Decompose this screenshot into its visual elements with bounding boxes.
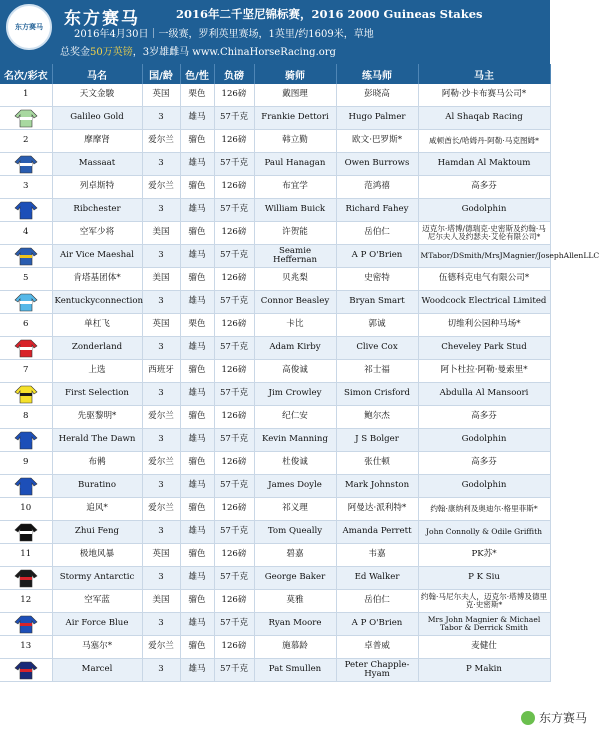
- horse-color: 骝色: [180, 176, 214, 199]
- trainer-en: Clive Cox: [336, 337, 418, 360]
- trainer-cn: 岳伯仁: [336, 222, 418, 245]
- table-row: [0, 130, 550, 153]
- silk-cell: [0, 107, 52, 130]
- runner-number: 8: [0, 406, 52, 429]
- horse-sex: 雄马: [180, 245, 214, 268]
- runners-table: [0, 64, 599, 682]
- owner-en: Mrs John Magnier & Michael Tabor & Derrick Smith: [418, 613, 550, 636]
- horse-name-cn: 布鸺: [52, 452, 142, 475]
- horse-country: 英国: [142, 544, 180, 567]
- weight-lb: 126磅: [214, 176, 254, 199]
- table-row: [0, 383, 550, 406]
- jockey-cn: 莫雅: [254, 590, 336, 613]
- horse-country: 爱尔兰: [142, 130, 180, 153]
- column-header: 骑师: [254, 64, 336, 84]
- horse-name-cn: 单杠飞: [52, 314, 142, 337]
- horse-age: 3: [142, 567, 180, 590]
- table-row: [0, 268, 550, 291]
- owner-cn: 伍德科克电气有限公司*: [418, 268, 550, 291]
- race-purse: 总奖金50万英镑，3岁雄雌马 www.ChinaHorseRacing.org: [60, 47, 336, 58]
- horse-age: 3: [142, 659, 180, 682]
- table-row: [0, 521, 550, 544]
- horse-color: 栗色: [180, 314, 214, 337]
- weight-lb: 126磅: [214, 452, 254, 475]
- jockey-silk-icon: [13, 338, 39, 358]
- trainer-en: Amanda Perrett: [336, 521, 418, 544]
- trainer-en: Hugo Palmer: [336, 107, 418, 130]
- weight-kg: 57千克: [214, 337, 254, 360]
- silk-cell: [0, 659, 52, 682]
- jockey-en: Jim Crowley: [254, 383, 336, 406]
- column-header: 名次/彩衣: [0, 64, 52, 84]
- weight-lb: 126磅: [214, 84, 254, 107]
- table-row: [0, 314, 550, 337]
- table-row: [0, 153, 550, 176]
- runner-number: 4: [0, 222, 52, 245]
- jockey-en: William Buick: [254, 199, 336, 222]
- horse-sex: 雄马: [180, 291, 214, 314]
- jockey-en: James Doyle: [254, 475, 336, 498]
- table-header-row: [0, 64, 550, 84]
- horse-sex: 雄马: [180, 337, 214, 360]
- horse-country: 爱尔兰: [142, 636, 180, 659]
- trainer-en: Bryan Smart: [336, 291, 418, 314]
- owner-cn: 切维利公园种马场*: [418, 314, 550, 337]
- trainer-cn: 祁士福: [336, 360, 418, 383]
- table-row: [0, 107, 550, 130]
- owner-en: Al Shaqab Racing: [418, 107, 550, 130]
- jockey-silk-icon: [13, 568, 39, 588]
- column-header: 马名: [52, 64, 142, 84]
- trainer-cn: 彭晓高: [336, 84, 418, 107]
- runner-number: 6: [0, 314, 52, 337]
- horse-name-cn: 极地风暴: [52, 544, 142, 567]
- runner-number: 9: [0, 452, 52, 475]
- brand-name: 东方赛马: [64, 9, 140, 29]
- horse-name-cn: 空军少将: [52, 222, 142, 245]
- horse-name-en: Galileo Gold: [52, 107, 142, 130]
- owner-en: Abdulla Al Mansoori: [418, 383, 550, 406]
- page-header: [0, 0, 550, 64]
- runner-number: 11: [0, 544, 52, 567]
- horse-color: 骝色: [180, 222, 214, 245]
- trainer-cn: 史密特: [336, 268, 418, 291]
- horse-sex: 雄马: [180, 383, 214, 406]
- jockey-en: Tom Queally: [254, 521, 336, 544]
- column-header: 国/龄: [142, 64, 180, 84]
- horse-age: 3: [142, 107, 180, 130]
- jockey-cn: 施慕龄: [254, 636, 336, 659]
- horse-name-cn: 马塞尔*: [52, 636, 142, 659]
- trainer-cn: 张仕顿: [336, 452, 418, 475]
- horse-name-en: Kentuckyconnection: [52, 291, 142, 314]
- horse-sex: 雄马: [180, 613, 214, 636]
- jockey-en: Adam Kirby: [254, 337, 336, 360]
- horse-name-cn: 空军蓝: [52, 590, 142, 613]
- owner-cn: 约翰·康纳利及奥迪尔·格里菲斯*: [418, 498, 550, 521]
- weight-lb: 126磅: [214, 544, 254, 567]
- table-row: [0, 406, 550, 429]
- horse-name-en: Ribchester: [52, 199, 142, 222]
- owner-en: Godolphin: [418, 475, 550, 498]
- jockey-cn: 布宜学: [254, 176, 336, 199]
- silk-cell: [0, 291, 52, 314]
- column-header: 色/性: [180, 64, 214, 84]
- table-row: [0, 636, 550, 659]
- horse-sex: 雄马: [180, 567, 214, 590]
- silk-cell: [0, 429, 52, 452]
- trainer-en: Ed Walker: [336, 567, 418, 590]
- horse-age: 3: [142, 383, 180, 406]
- owner-cn: 麦健仕: [418, 636, 550, 659]
- jockey-en: Pat Smullen: [254, 659, 336, 682]
- jockey-silk-icon: [13, 108, 39, 128]
- jockey-silk-icon: [13, 476, 39, 496]
- runner-number: 5: [0, 268, 52, 291]
- horse-age: 3: [142, 521, 180, 544]
- horse-name-en: Zhui Feng: [52, 521, 142, 544]
- trainer-en: J S Bolger: [336, 429, 418, 452]
- horse-country: 英国: [142, 84, 180, 107]
- jockey-silk-icon: [13, 384, 39, 404]
- table-row: [0, 613, 550, 636]
- weight-kg: 57千克: [214, 153, 254, 176]
- horse-country: 西班牙: [142, 360, 180, 383]
- horse-name-cn: 追风*: [52, 498, 142, 521]
- trainer-en: Peter Chapple-Hyam: [336, 659, 418, 682]
- jockey-cn: 高俊诚: [254, 360, 336, 383]
- owner-cn: 咸顿酋长/哈姆丹·阿勒·马克图姆*: [418, 130, 550, 153]
- jockey-en: Paul Hanagan: [254, 153, 336, 176]
- horse-color: 骝色: [180, 360, 214, 383]
- watermark: 东方赛马: [517, 707, 591, 728]
- horse-age: 3: [142, 291, 180, 314]
- trainer-cn: 范鸿禧: [336, 176, 418, 199]
- trainer-en: A P O'Brien: [336, 613, 418, 636]
- horse-name-cn: 肯塔基团体*: [52, 268, 142, 291]
- horse-name-en: First Selection: [52, 383, 142, 406]
- owner-en: Godolphin: [418, 429, 550, 452]
- jockey-silk-icon: [13, 246, 39, 266]
- horse-country: 美国: [142, 222, 180, 245]
- owner-en: John Connolly & Odile Griffith: [418, 521, 550, 544]
- column-header: 练马师: [336, 64, 418, 84]
- horse-age: 3: [142, 337, 180, 360]
- jockey-silk-icon: [13, 430, 39, 450]
- jockey-cn: 许贺能: [254, 222, 336, 245]
- weight-kg: 57千克: [214, 613, 254, 636]
- weight-lb: 126磅: [214, 130, 254, 153]
- owner-en: P K Siu: [418, 567, 550, 590]
- jockey-silk-icon: [13, 154, 39, 174]
- horse-name-en: Air Force Blue: [52, 613, 142, 636]
- weight-kg: 57千克: [214, 245, 254, 268]
- trainer-en: Richard Fahey: [336, 199, 418, 222]
- weight-kg: 57千克: [214, 429, 254, 452]
- table-row: [0, 590, 550, 613]
- jockey-cn: 韩立勤: [254, 130, 336, 153]
- owner-cn: 高多芬: [418, 406, 550, 429]
- trainer-en: Owen Burrows: [336, 153, 418, 176]
- weight-lb: 126磅: [214, 498, 254, 521]
- jockey-en: Connor Beasley: [254, 291, 336, 314]
- jockey-en: Kevin Manning: [254, 429, 336, 452]
- weight-kg: 57千克: [214, 567, 254, 590]
- silk-cell: [0, 567, 52, 590]
- trainer-en: Mark Johnston: [336, 475, 418, 498]
- owner-en: Cheveley Park Stud: [418, 337, 550, 360]
- table-row: [0, 452, 550, 475]
- jockey-silk-icon: [13, 292, 39, 312]
- runner-number: 7: [0, 360, 52, 383]
- horse-sex: 雄马: [180, 199, 214, 222]
- horse-sex: 雄马: [180, 153, 214, 176]
- weight-lb: 126磅: [214, 360, 254, 383]
- silk-cell: [0, 245, 52, 268]
- horse-name-cn: 先驱黎明*: [52, 406, 142, 429]
- jockey-silk-icon: [13, 660, 39, 680]
- silk-cell: [0, 613, 52, 636]
- jockey-cn: 纪仁安: [254, 406, 336, 429]
- horse-age: 3: [142, 613, 180, 636]
- runner-number: 3: [0, 176, 52, 199]
- owner-en: MTabor/DSmith/MrsJMagnier/JosephAllenLLC: [418, 245, 550, 268]
- horse-country: 美国: [142, 590, 180, 613]
- horse-color: 骝色: [180, 130, 214, 153]
- table-row: [0, 337, 550, 360]
- weight-lb: 126磅: [214, 268, 254, 291]
- horse-age: 3: [142, 153, 180, 176]
- jockey-en: George Baker: [254, 567, 336, 590]
- horse-color: 骝色: [180, 268, 214, 291]
- trainer-cn: 岳伯仁: [336, 590, 418, 613]
- horse-name-en: Stormy Antarctic: [52, 567, 142, 590]
- horse-name-en: Herald The Dawn: [52, 429, 142, 452]
- wechat-icon: [521, 711, 535, 725]
- horse-color: 骝色: [180, 636, 214, 659]
- jockey-cn: 贝兆梨: [254, 268, 336, 291]
- owner-en: Hamdan Al Maktoum: [418, 153, 550, 176]
- trainer-cn: 郭诚: [336, 314, 418, 337]
- runner-number: 13: [0, 636, 52, 659]
- owner-cn: 阿勒·沙卡布赛马公司*: [418, 84, 550, 107]
- trainer-cn: 阿曼达·派利特*: [336, 498, 418, 521]
- horse-age: 3: [142, 245, 180, 268]
- race-subtitle: 2016年4月30日｜一级赛，罗利英里赛场，1英里/约1609米，草地: [74, 29, 374, 40]
- horse-age: 3: [142, 475, 180, 498]
- silk-cell: [0, 199, 52, 222]
- silk-cell: [0, 521, 52, 544]
- trainer-cn: 欧文·巴罗斯*: [336, 130, 418, 153]
- silk-cell: [0, 383, 52, 406]
- horse-name-en: Zonderland: [52, 337, 142, 360]
- owner-en: Woodcock Electrical Limited: [418, 291, 550, 314]
- owner-en: P Makin: [418, 659, 550, 682]
- weight-kg: 57千克: [214, 521, 254, 544]
- trainer-en: A P O'Brien: [336, 245, 418, 268]
- runner-number: 12: [0, 590, 52, 613]
- horse-sex: 雄马: [180, 659, 214, 682]
- jockey-cn: 杜俊诚: [254, 452, 336, 475]
- jockey-silk-icon: [13, 522, 39, 542]
- weight-lb: 126磅: [214, 636, 254, 659]
- horse-country: 爱尔兰: [142, 406, 180, 429]
- table-row: [0, 498, 550, 521]
- horse-color: 骝色: [180, 406, 214, 429]
- silk-cell: [0, 153, 52, 176]
- jockey-silk-icon: [13, 614, 39, 634]
- runner-number: 10: [0, 498, 52, 521]
- jockey-en: Frankie Dettori: [254, 107, 336, 130]
- silk-cell: [0, 337, 52, 360]
- table-row: [0, 544, 550, 567]
- weight-kg: 57千克: [214, 107, 254, 130]
- jockey-cn: 戴图理: [254, 84, 336, 107]
- owner-cn: 高多芬: [418, 176, 550, 199]
- weight-kg: 57千克: [214, 383, 254, 406]
- weight-kg: 57千克: [214, 291, 254, 314]
- jockey-en: Seamie Heffernan: [254, 245, 336, 268]
- horse-country: 爱尔兰: [142, 176, 180, 199]
- table-row: [0, 176, 550, 199]
- table-row: [0, 567, 550, 590]
- horse-country: 美国: [142, 268, 180, 291]
- weight-lb: 126磅: [214, 590, 254, 613]
- horse-name-en: Air Vice Maeshal: [52, 245, 142, 268]
- jockey-cn: 碧嘉: [254, 544, 336, 567]
- weight-lb: 126磅: [214, 222, 254, 245]
- horse-color: 骝色: [180, 544, 214, 567]
- weight-kg: 57千克: [214, 475, 254, 498]
- table-row: [0, 429, 550, 452]
- weight-lb: 126磅: [214, 406, 254, 429]
- horse-name-cn: 摩摩肾: [52, 130, 142, 153]
- horse-color: 栗色: [180, 84, 214, 107]
- horse-country: 爱尔兰: [142, 498, 180, 521]
- table-row: [0, 222, 550, 245]
- race-title: 2016年二千坚尼锦标赛，2016 2000 Guineas Stakes: [176, 7, 483, 21]
- runner-number: 1: [0, 84, 52, 107]
- table-row: [0, 475, 550, 498]
- trainer-cn: 韦嘉: [336, 544, 418, 567]
- horse-country: 英国: [142, 314, 180, 337]
- owner-cn: PK苏*: [418, 544, 550, 567]
- weight-kg: 57千克: [214, 199, 254, 222]
- horse-country: 爱尔兰: [142, 452, 180, 475]
- silk-cell: [0, 475, 52, 498]
- table-row: [0, 245, 550, 268]
- horse-sex: 雄马: [180, 107, 214, 130]
- owner-cn: 高多芬: [418, 452, 550, 475]
- jockey-cn: 祁义理: [254, 498, 336, 521]
- trainer-cn: 卓普威: [336, 636, 418, 659]
- table-row: [0, 291, 550, 314]
- owner-en: Godolphin: [418, 199, 550, 222]
- horse-name-cn: 天文金駿: [52, 84, 142, 107]
- owner-cn: 约翰·马尼尔夫人，迈克尔·塔博及德里克·史密斯*: [418, 590, 550, 613]
- horse-name-cn: 上选: [52, 360, 142, 383]
- horse-name-en: Buratino: [52, 475, 142, 498]
- jockey-silk-icon: [13, 200, 39, 220]
- horse-name-cn: 列卓斯特: [52, 176, 142, 199]
- runner-number: 2: [0, 130, 52, 153]
- horse-age: 3: [142, 199, 180, 222]
- weight-kg: 57千克: [214, 659, 254, 682]
- horse-sex: 雄马: [180, 475, 214, 498]
- horse-sex: 雄马: [180, 429, 214, 452]
- trainer-en: Simon Crisford: [336, 383, 418, 406]
- table-row: [0, 360, 550, 383]
- owner-cn: 迈克尔·塔博/德瑞克·史密斯及约翰·马尼尔夫人及约瑟夫·艾伦有限公司*: [418, 222, 550, 245]
- horse-name-en: Marcel: [52, 659, 142, 682]
- table-row: [0, 84, 550, 107]
- horse-sex: 雄马: [180, 521, 214, 544]
- horse-color: 骝色: [180, 498, 214, 521]
- table-row: [0, 199, 550, 222]
- column-header: 负磅: [214, 64, 254, 84]
- horse-age: 3: [142, 429, 180, 452]
- jockey-en: Ryan Moore: [254, 613, 336, 636]
- column-header: 马主: [418, 64, 550, 84]
- trainer-cn: 鲍尔杰: [336, 406, 418, 429]
- weight-lb: 126磅: [214, 314, 254, 337]
- horse-color: 骝色: [180, 590, 214, 613]
- jockey-cn: 卡比: [254, 314, 336, 337]
- horse-color: 骝色: [180, 452, 214, 475]
- owner-cn: 阿卜杜拉·阿勒·曼索里*: [418, 360, 550, 383]
- horse-name-en: Massaat: [52, 153, 142, 176]
- club-logo: 东方赛马: [6, 4, 52, 50]
- table-row: [0, 659, 550, 682]
